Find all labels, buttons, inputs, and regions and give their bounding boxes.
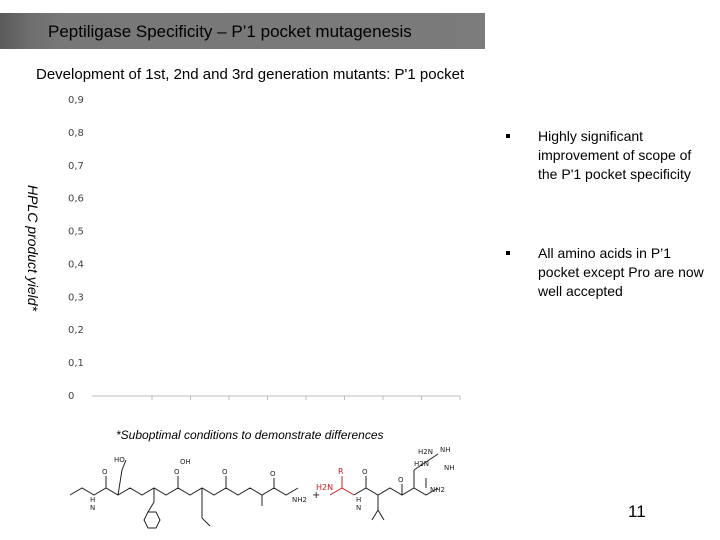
bullet-text: Highly significant improvement of scope of the P'1 pocket specificity — [538, 128, 692, 182]
page-number: 11 — [628, 502, 646, 521]
y-tick-label: 0,1 — [68, 358, 84, 370]
y-axis-label: HPLC product yield* — [25, 184, 41, 312]
structure-label: HO — [114, 456, 125, 464]
bullet-icon — [506, 251, 510, 255]
y-tick-label: 0,8 — [68, 127, 84, 139]
slide-title: Peptiligase Specificity – P’1 pocket mutagenesis — [48, 22, 412, 41]
y-tick-label: 0,2 — [68, 325, 84, 337]
structure-label: OH — [180, 458, 191, 466]
structure-label: O — [398, 476, 404, 484]
structure-label: O — [222, 468, 228, 476]
bullet-list-1 — [500, 127, 710, 184]
structure-label: H2N — [418, 448, 433, 456]
slide-subtitle: Development of 1st, 2nd and 3rd generation mutants: P'1 pocket — [36, 66, 465, 83]
structure-label: + — [312, 490, 321, 501]
y-tick-label: 0,6 — [68, 193, 84, 205]
bullet-text: All amino acids in P’1 pocket except Pro are now well accepted — [538, 245, 704, 299]
y-tick-label: 0,4 — [68, 259, 84, 271]
structure-label: H2N — [414, 460, 429, 468]
structure-label: NH — [440, 446, 451, 454]
chemical-structure-image — [60, 440, 480, 535]
chart-ticks — [68, 95, 84, 402]
structure-label: N — [90, 504, 96, 512]
structure-label: O — [270, 470, 276, 478]
y-tick-label: 0,3 — [68, 292, 84, 304]
structure-label: NH2 — [430, 486, 445, 494]
structure-label: NH2 — [292, 496, 307, 504]
structure-label: H — [356, 496, 362, 504]
structure-label: O — [102, 468, 108, 476]
structure-label: O — [362, 468, 368, 476]
y-tick-label: 0,9 — [68, 95, 84, 106]
structure-label: R — [338, 467, 344, 476]
structure-label: NH — [444, 464, 455, 472]
structure-label: O — [174, 468, 180, 476]
chart-axes — [92, 396, 460, 400]
structure-label: H — [90, 496, 96, 504]
y-tick-label: 0,5 — [68, 226, 84, 238]
bullet-item — [500, 127, 710, 184]
bullet-item — [500, 244, 710, 301]
y-tick-label: 0,7 — [68, 160, 84, 172]
bullet-list-2 — [500, 244, 710, 301]
y-tick-label: 0 — [68, 391, 75, 402]
structure-label: H2N — [316, 483, 334, 492]
structure-label: N — [356, 504, 362, 512]
footnote: *Suboptimal conditions to demonstrate differences — [116, 428, 384, 442]
bullet-icon — [506, 134, 510, 138]
